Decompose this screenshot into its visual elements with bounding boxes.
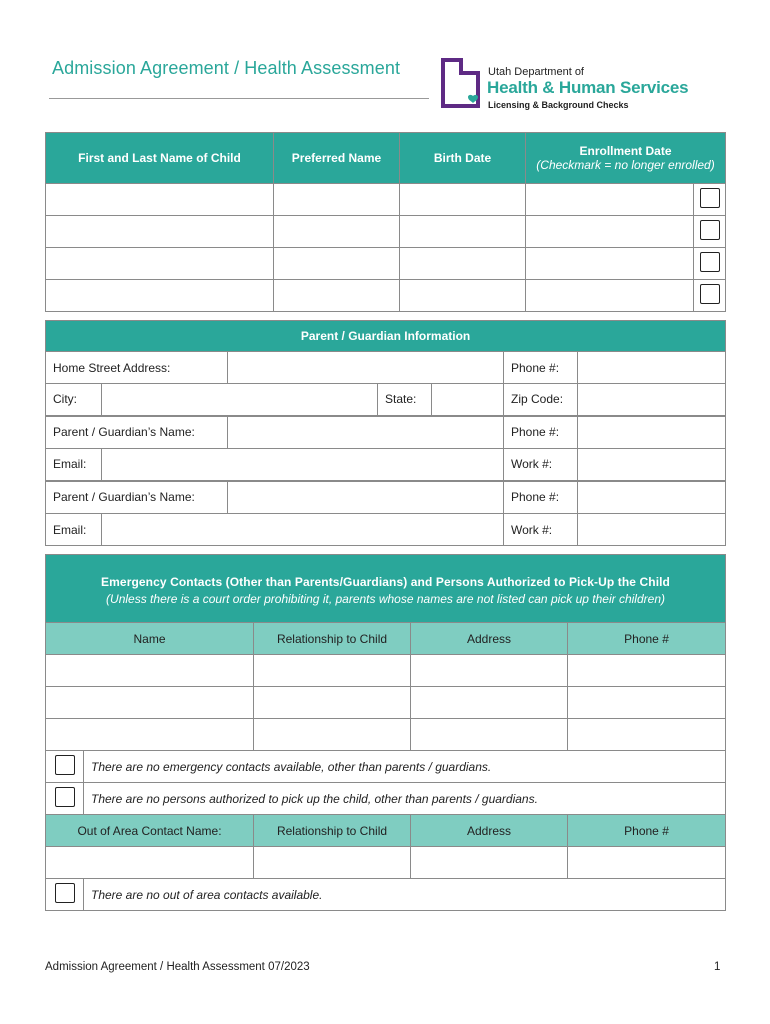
- birth-date-cell[interactable]: [400, 216, 526, 248]
- guardian-2-name-label: Parent / Guardian’s Name:: [46, 481, 228, 514]
- col-name: Name: [46, 623, 254, 655]
- emergency-section-title: Emergency Contacts (Other than Parents/Guardians) and Persons Authorized to Pick-Up the Child: [101, 575, 670, 589]
- zip-field[interactable]: [578, 384, 726, 416]
- title-divider: [49, 98, 429, 99]
- preferred-name-cell[interactable]: [274, 280, 400, 312]
- no-authorized-pickup-label: There are no persons authorized to pick up the child, other than parents / guardians.: [84, 783, 726, 815]
- no-longer-enrolled-checkbox[interactable]: [700, 252, 720, 272]
- table-row: [46, 847, 726, 879]
- parent-section-title: Parent / Guardian Information: [46, 321, 726, 352]
- no-out-of-area-label: There are no out of area contacts available.: [84, 879, 726, 911]
- child-name-cell[interactable]: [46, 248, 274, 280]
- preferred-name-cell[interactable]: [274, 184, 400, 216]
- birth-date-cell[interactable]: [400, 184, 526, 216]
- out-of-area-name-cell[interactable]: [46, 847, 254, 879]
- logo-line-1: Utah Department of: [488, 66, 584, 78]
- no-longer-enrolled-checkbox[interactable]: [700, 284, 720, 304]
- phone-field[interactable]: [578, 352, 726, 384]
- col-preferred-name: Preferred Name: [274, 133, 400, 184]
- enrollment-date-cell[interactable]: [526, 248, 694, 280]
- contact-name-cell[interactable]: [46, 655, 254, 687]
- contact-name-cell[interactable]: [46, 719, 254, 751]
- enrollment-label: Enrollment Date: [579, 144, 672, 158]
- contact-relationship-cell[interactable]: [254, 655, 411, 687]
- contact-phone-cell[interactable]: [568, 687, 726, 719]
- guardian-1-work-field[interactable]: [578, 449, 726, 481]
- contact-relationship-cell[interactable]: [254, 687, 411, 719]
- guardian-2-work-field[interactable]: [578, 514, 726, 546]
- contact-address-cell[interactable]: [411, 687, 568, 719]
- no-emergency-contacts-checkbox[interactable]: [55, 755, 75, 775]
- guardian-2-phone-field[interactable]: [578, 481, 726, 514]
- col-out-of-area-phone: Phone #: [568, 815, 726, 847]
- col-out-of-area-relationship: Relationship to Child: [254, 815, 411, 847]
- utah-state-outline-icon: [440, 58, 484, 112]
- guardian-1-name-label: Parent / Guardian’s Name:: [46, 416, 228, 449]
- table-row: [46, 280, 726, 312]
- guardian-2-email-field[interactable]: [102, 514, 504, 546]
- home-address-field[interactable]: [228, 352, 504, 384]
- children-table: [45, 132, 726, 312]
- guardian-1-phone-label: Phone #:: [504, 416, 578, 449]
- zip-label: Zip Code:: [504, 384, 578, 416]
- footer-text: Admission Agreement / Health Assessment 07/2023: [45, 961, 310, 973]
- contact-phone-cell[interactable]: [568, 655, 726, 687]
- guardian-1-email-label: Email:: [46, 449, 102, 481]
- preferred-name-cell[interactable]: [274, 248, 400, 280]
- preferred-name-cell[interactable]: [274, 216, 400, 248]
- guardian-1-phone-field[interactable]: [578, 416, 726, 449]
- out-of-area-address-cell[interactable]: [411, 847, 568, 879]
- col-enrollment-date: [526, 133, 726, 184]
- guardian-2-work-label: Work #:: [504, 514, 578, 546]
- page-title: Admission Agreement / Health Assessment: [52, 58, 401, 78]
- col-out-of-area-name: Out of Area Contact Name:: [46, 815, 254, 847]
- guardian-2-name-field[interactable]: [228, 481, 504, 514]
- col-address: Address: [411, 623, 568, 655]
- dhhs-logo: [440, 58, 700, 113]
- parent-guardian-table: [45, 320, 726, 546]
- child-name-cell[interactable]: [46, 280, 274, 312]
- table-row: [46, 216, 726, 248]
- table-row: [46, 184, 726, 216]
- out-of-area-relationship-cell[interactable]: [254, 847, 411, 879]
- table-row: [46, 248, 726, 280]
- contact-name-cell[interactable]: [46, 687, 254, 719]
- birth-date-cell[interactable]: [400, 280, 526, 312]
- contact-relationship-cell[interactable]: [254, 719, 411, 751]
- state-label: State:: [378, 384, 432, 416]
- out-of-area-phone-cell[interactable]: [568, 847, 726, 879]
- enrollment-note: (Checkmark = no longer enrolled): [536, 158, 715, 172]
- emergency-section-subtitle: (Unless there is a court order prohibiting it, parents whose names are not listed can pick up their children): [106, 592, 665, 606]
- guardian-1-email-field[interactable]: [102, 449, 504, 481]
- birth-date-cell[interactable]: [400, 248, 526, 280]
- logo-line-3: Licensing & Background Checks: [488, 100, 629, 110]
- no-out-of-area-checkbox[interactable]: [55, 883, 75, 903]
- child-name-cell[interactable]: [46, 184, 274, 216]
- no-longer-enrolled-checkbox[interactable]: [700, 188, 720, 208]
- contact-phone-cell[interactable]: [568, 719, 726, 751]
- guardian-2-email-label: Email:: [46, 514, 102, 546]
- phone-label: Phone #:: [504, 352, 578, 384]
- logo-line-2: Health & Human Services: [487, 78, 689, 97]
- enrollment-date-cell[interactable]: [526, 216, 694, 248]
- contact-address-cell[interactable]: [411, 719, 568, 751]
- col-out-of-area-address: Address: [411, 815, 568, 847]
- emergency-section-header: [46, 555, 726, 623]
- col-child-name: First and Last Name of Child: [46, 133, 274, 184]
- enrollment-date-cell[interactable]: [526, 280, 694, 312]
- child-name-cell[interactable]: [46, 216, 274, 248]
- col-phone: Phone #: [568, 623, 726, 655]
- city-label: City:: [46, 384, 102, 416]
- guardian-2-phone-label: Phone #:: [504, 481, 578, 514]
- contact-address-cell[interactable]: [411, 655, 568, 687]
- home-address-label: Home Street Address:: [46, 352, 228, 384]
- city-field[interactable]: [102, 384, 378, 416]
- emergency-contacts-table: [45, 554, 726, 911]
- no-authorized-pickup-checkbox[interactable]: [55, 787, 75, 807]
- col-relationship: Relationship to Child: [254, 623, 411, 655]
- guardian-1-work-label: Work #:: [504, 449, 578, 481]
- no-emergency-contacts-label: There are no emergency contacts available, other than parents / guardians.: [84, 751, 726, 783]
- enrollment-date-cell[interactable]: [526, 184, 694, 216]
- col-birth-date: Birth Date: [400, 133, 526, 184]
- table-row: [46, 687, 726, 719]
- page-number: 1: [714, 961, 721, 973]
- table-row: [46, 655, 726, 687]
- table-row: [46, 719, 726, 751]
- no-longer-enrolled-checkbox[interactable]: [700, 220, 720, 240]
- guardian-1-name-field[interactable]: [228, 416, 504, 449]
- state-field[interactable]: [432, 384, 504, 416]
